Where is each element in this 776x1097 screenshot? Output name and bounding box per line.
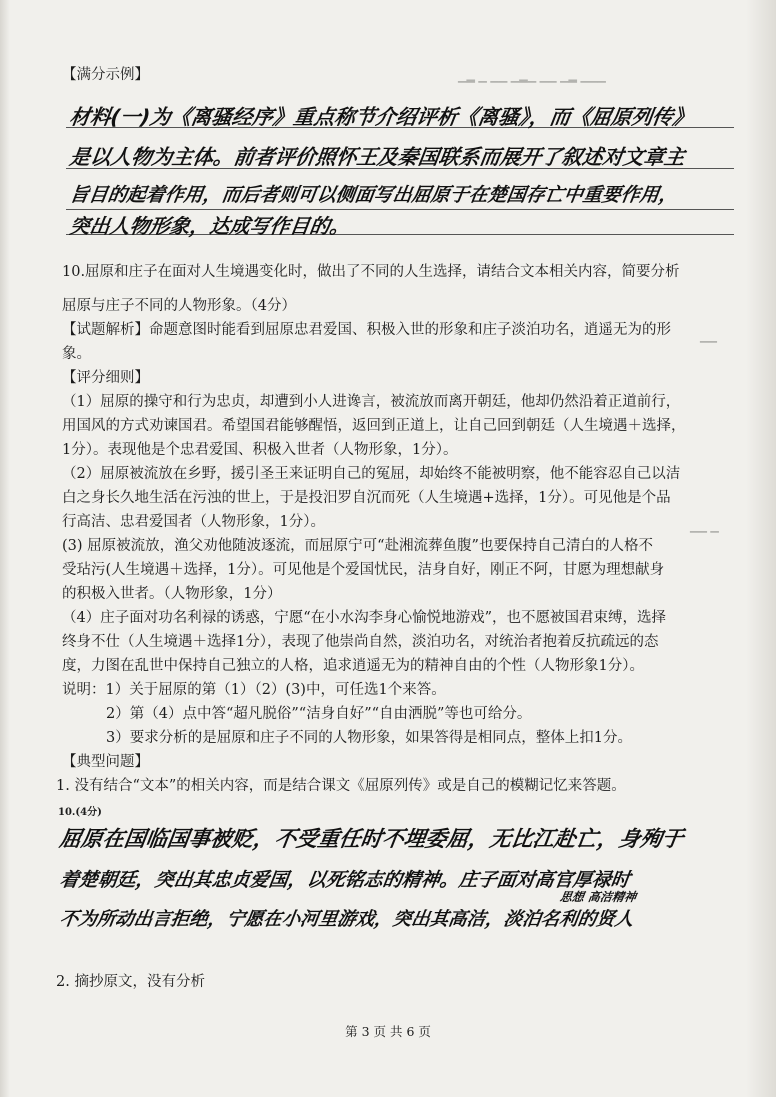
rubric-label: 【评分细则】 xyxy=(62,370,149,386)
bleed-through-text: ▁▁ xyxy=(700,330,717,343)
student-answer-tag: 10.(4分) xyxy=(58,807,102,818)
rubric-line: 终身不仕（人生境遇＋选择1分），表现了他崇尚自然，淡泊功名，对统治者抱着反抗疏远的态 xyxy=(62,634,659,650)
student-handwritten-line: 着楚朝廷，突出其忠贞爱国，以死铭志的精神。庄子面对高官厚禄时 xyxy=(58,869,632,891)
rubric-line: 用国风的方式劝谏国君。希望国君能够醒悟，返回到正道上，让自己回到朝廷（人生境遇＋选择， xyxy=(62,418,686,434)
rubric-line: 受玷污(人生境遇＋选择，1分）。可见他是个爱国忧民，洁身自好，刚正不阿，甘愿为理想献身 xyxy=(62,562,665,578)
handwritten-answer-line: 是以人物为主体。前者评价照怀王及秦国联系而展开了叙述对文章主 xyxy=(68,145,687,169)
handwritten-answer-line: 材料(一)为《离骚经序》重点称节介绍评析《离骚》，而《屈原列传》 xyxy=(68,105,695,129)
handwritten-answer-line: 突出人物形象，达成写作目的。 xyxy=(68,214,352,238)
rubric-line: (3) 屈原被流放，渔父劝他随波逐流，而屈原宁可“赴湘流葬鱼腹”也要保持自己清白的人格不 xyxy=(62,538,653,554)
rubric-line: 1分）。表现他是个忠君爱国、积极入世者（人物形象，1分）。 xyxy=(62,442,458,458)
student-handwritten-line: 屈原在国临国事被贬，不受重任时不埋委屈，无比江赴亡，身殉于 xyxy=(57,827,685,852)
rubric-line: （4）庄子面对功名利禄的诱惑，宁愿“在小水沟李身心愉悦地游戏”，也不愿被国君束缚，选择 xyxy=(62,610,667,626)
scan-edge-shadow xyxy=(0,0,10,1097)
rubric-line: 白之身长久地生活在污浊的世上，于是投汨罗自沉而死（人生境遇+选择，1分）。可见他是个品 xyxy=(62,490,671,506)
bleed-through-text: ▁▁ ▁ xyxy=(690,520,719,533)
issue-1: 1. 没有结合“文本”的相关内容，而是结合课文《屈原列传》或是自己的模糊记忆来答题。 xyxy=(56,778,626,794)
page-footer: 第 3 页 共 6 页 xyxy=(345,1024,431,1039)
bleed-through-text: ▁▂ ▁ ▁▁ ▁▂▁ ▁▁ ▁▂ ▁▁▁ xyxy=(458,70,606,83)
rubric-line: 度，力图在乱世中保持自己独立的人格，追求逍遥无为的精神自由的个性（人物形象1分）。 xyxy=(62,658,644,674)
full-score-example-label: 【满分示例】 xyxy=(62,67,149,83)
student-handwritten-line: 不为所动出言拒绝，宁愿在小河里游戏，突出其高洁，淡泊名利的贤人 xyxy=(58,909,635,930)
note-line: 3）要求分析的是屈原和庄子不同的人物形象，如果答得是相同点，整体上扣1分。 xyxy=(106,730,632,746)
rubric-line: （2）屈原被流放在乡野，援引圣王来证明自己的冤屈，却始终不能被明察，他不能容忍自己以洁 xyxy=(62,466,681,482)
handwritten-answer-line: 旨目的起着作用，而后者则可以侧面写出屈原于在楚国存亡中重要作用， xyxy=(68,184,680,206)
issue-2: 2. 摘抄原文，没有分析 xyxy=(56,974,205,990)
rubric-line: 的积极入世者。（人物形象，1分） xyxy=(62,586,282,602)
note-line: 说明：1）关于屈原的第（1）（2）(3)中，可任选1个来答。 xyxy=(62,682,446,698)
scan-edge-shadow xyxy=(746,0,776,1097)
note-line: 2）第（4）点中答“超凡脱俗”“洁身自好”“自由洒脱”等也可给分。 xyxy=(106,706,532,722)
rubric-line: 行高洁、忠君爱国者（人物形象，1分）。 xyxy=(62,514,325,530)
student-handwritten-insert: 思想 高洁精神 xyxy=(558,890,638,904)
analysis-line: 【试题解析】命题意图时能看到屈原忠君爱国、积极入世的形象和庄子淡泊功名，逍遥无为的形 xyxy=(62,322,671,338)
question-10-line: 10.屈原和庄子在面对人生境遇变化时，做出了不同的人生选择，请结合文本相关内容，简要分析 xyxy=(62,264,680,280)
question-10-line: 屈原与庄子不同的人物形象。（4分） xyxy=(62,298,296,314)
analysis-line: 象。 xyxy=(62,346,91,362)
rubric-line: （1）屈原的操守和行为忠贞，却遭到小人进谗言，被流放而离开朝廷，他却仍然沿着正道前行， xyxy=(62,394,681,410)
typical-issues-label: 【典型问题】 xyxy=(62,754,149,770)
